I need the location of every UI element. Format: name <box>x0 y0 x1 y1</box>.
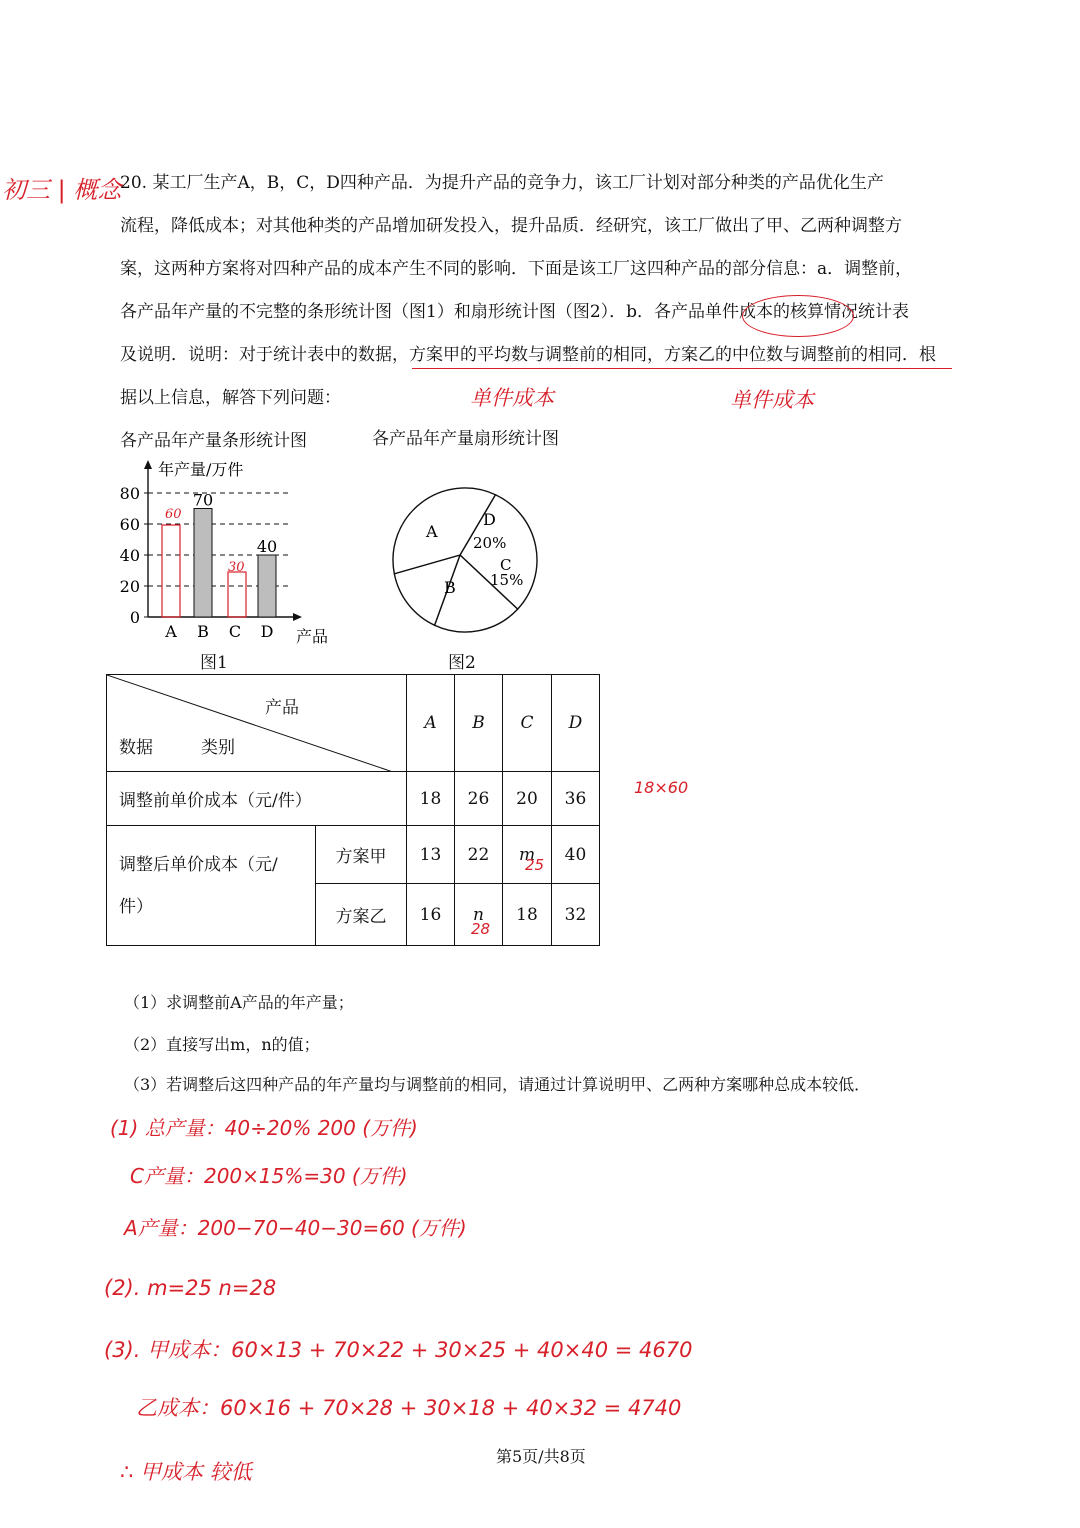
column-header: D <box>552 675 600 772</box>
table-diagonal-header <box>107 675 407 772</box>
hand-label-c: 30 <box>228 560 245 575</box>
column-header: A <box>407 675 455 772</box>
x-tick-label: C <box>228 622 242 641</box>
answer-line: 乙成本：60×16 + 70×28 + 30×18 + 40×32 = 4740 <box>136 1396 682 1420</box>
pie-percent-c: 15% <box>490 571 524 589</box>
header-category: 类别 <box>201 738 235 758</box>
x-tick-label: D <box>260 622 274 641</box>
table-cell-n <box>455 884 503 946</box>
question-item: （1）求调整前A产品的年产量； <box>124 993 354 1012</box>
problem-line: 案，这两种方案将对四种产品的成本产生不同的影响．下面是该工厂这四种产品的部分信息：a．调整前， <box>120 259 913 279</box>
row-label-line: 调整后单价成本（元/ <box>119 854 278 875</box>
column-header: C <box>503 675 552 772</box>
question-item: （2）直接写出m，n的值； <box>124 1035 320 1054</box>
header-data: 数据 <box>119 738 153 758</box>
questions <box>124 990 870 1095</box>
pie-label-d: D <box>483 510 496 529</box>
problem-line: 及说明．说明：对于统计表中的数据，方案甲的平均数与调整前的相同，方案乙的中位数与调整前的相同．根 <box>120 345 936 365</box>
x-axis-arrow <box>293 613 302 621</box>
bar-D <box>258 555 276 617</box>
table-cell: 32 <box>552 884 600 946</box>
answer-line: (2). m=25 n=28 <box>104 1276 277 1300</box>
y-tick-label: 60 <box>119 515 140 534</box>
y-tick-label: 0 <box>129 608 140 627</box>
table-cell: 40 <box>552 826 600 884</box>
table-cell: 36 <box>552 772 600 826</box>
answer-line: A产量：200−70−40−30=60 (万件) <box>124 1216 467 1240</box>
row-label: 调整前单价成本（元/件） <box>107 772 407 826</box>
underline-annotation <box>412 368 952 369</box>
row-label <box>107 826 316 946</box>
table-cell: 13 <box>407 826 455 884</box>
handwritten-note: 单件成本 <box>730 388 814 412</box>
header-product: 产品 <box>265 698 299 718</box>
figure2-title: 各产品年产量扇形统计图 <box>372 429 559 449</box>
figure2-label: 图2 <box>448 653 476 673</box>
table-cell: 26 <box>455 772 503 826</box>
x-tick-label: B <box>197 622 209 641</box>
bar-chart <box>110 455 350 670</box>
problem-line: 20. 某工厂生产A，B，C，D四种产品．为提升产品的竞争力，该工厂计划对部分种类的产品优化生产 <box>120 173 884 193</box>
problem-line: 各产品年产量的不完整的条形统计图（图1）和扇形统计图（图2）．b．各产品单件成本的核算情况统计表 <box>120 302 910 322</box>
pie-label-c: C <box>500 556 512 574</box>
side-note: 18×60 <box>634 778 689 797</box>
pie-percent-d: 20% <box>473 534 507 552</box>
pie-label-b: B <box>444 578 456 597</box>
circle-annotation <box>742 295 854 337</box>
x-axis-label: 产品 <box>296 627 329 646</box>
y-axis-arrow <box>144 460 152 469</box>
pie-label-a: A <box>426 522 438 541</box>
bar-data-label: 40 <box>256 537 278 556</box>
cost-table <box>106 674 600 946</box>
hand-n: 28 <box>471 920 491 938</box>
answer-line: (1) 总产量：40÷20% 200 (万件) <box>110 1116 418 1140</box>
table-cell: 18 <box>503 884 552 946</box>
column-header: B <box>455 675 503 772</box>
y-tick-label: 40 <box>119 546 140 565</box>
hand-m: 25 <box>525 856 545 874</box>
question-item: （3）若调整后这四种产品的年产量均与调整前的相同，请通过计算说明甲、乙两种方案哪种总成本较低． <box>124 1075 871 1094</box>
plan-label: 方案乙 <box>316 884 407 946</box>
bar-data-label: 70 <box>192 490 214 510</box>
answer-line: ∴ 甲成本 较低 <box>120 1460 252 1484</box>
answer-line: (3). 甲成本：60×13 + 70×22 + 30×25 + 40×40 = 4670 <box>104 1338 693 1362</box>
margin-note: 初三 | 概念 <box>2 176 122 204</box>
table-cell: 20 <box>503 772 552 826</box>
hand-label-a: 60 <box>165 507 182 522</box>
problem-line: 据以上信息，解答下列问题： <box>120 388 341 408</box>
table-cell: 18 <box>407 772 455 826</box>
y-axis-label: 年产量/万件 <box>158 460 244 479</box>
pie-chart <box>380 475 550 645</box>
answer-line: C产量：200×15%=30 (万件) <box>130 1164 408 1188</box>
figure1-title: 各产品年产量条形统计图 <box>120 431 307 451</box>
row-label-line: 件） <box>119 896 153 917</box>
table-cell: 22 <box>455 826 503 884</box>
table-cell-m <box>503 826 552 884</box>
page-footer: 第5页/共8页 <box>496 1447 586 1466</box>
table-cell: 16 <box>407 884 455 946</box>
figure1-label: 图1 <box>200 653 228 673</box>
x-tick-label: A <box>165 622 177 641</box>
bar-B <box>194 509 212 618</box>
y-tick-label: 80 <box>119 484 140 503</box>
variable-n: n <box>473 904 484 925</box>
hand-bar-a <box>162 525 180 617</box>
hand-bar-c <box>228 572 246 617</box>
plan-label: 方案甲 <box>316 826 407 884</box>
handwritten-note: 单件成本 <box>470 386 554 410</box>
y-tick-label: 20 <box>119 577 140 596</box>
problem-line: 流程，降低成本；对其他种类的产品增加研发投入，提升品质．经研究，该工厂做出了甲、乙两种调整方 <box>120 216 902 236</box>
variable-m: m <box>518 844 536 865</box>
